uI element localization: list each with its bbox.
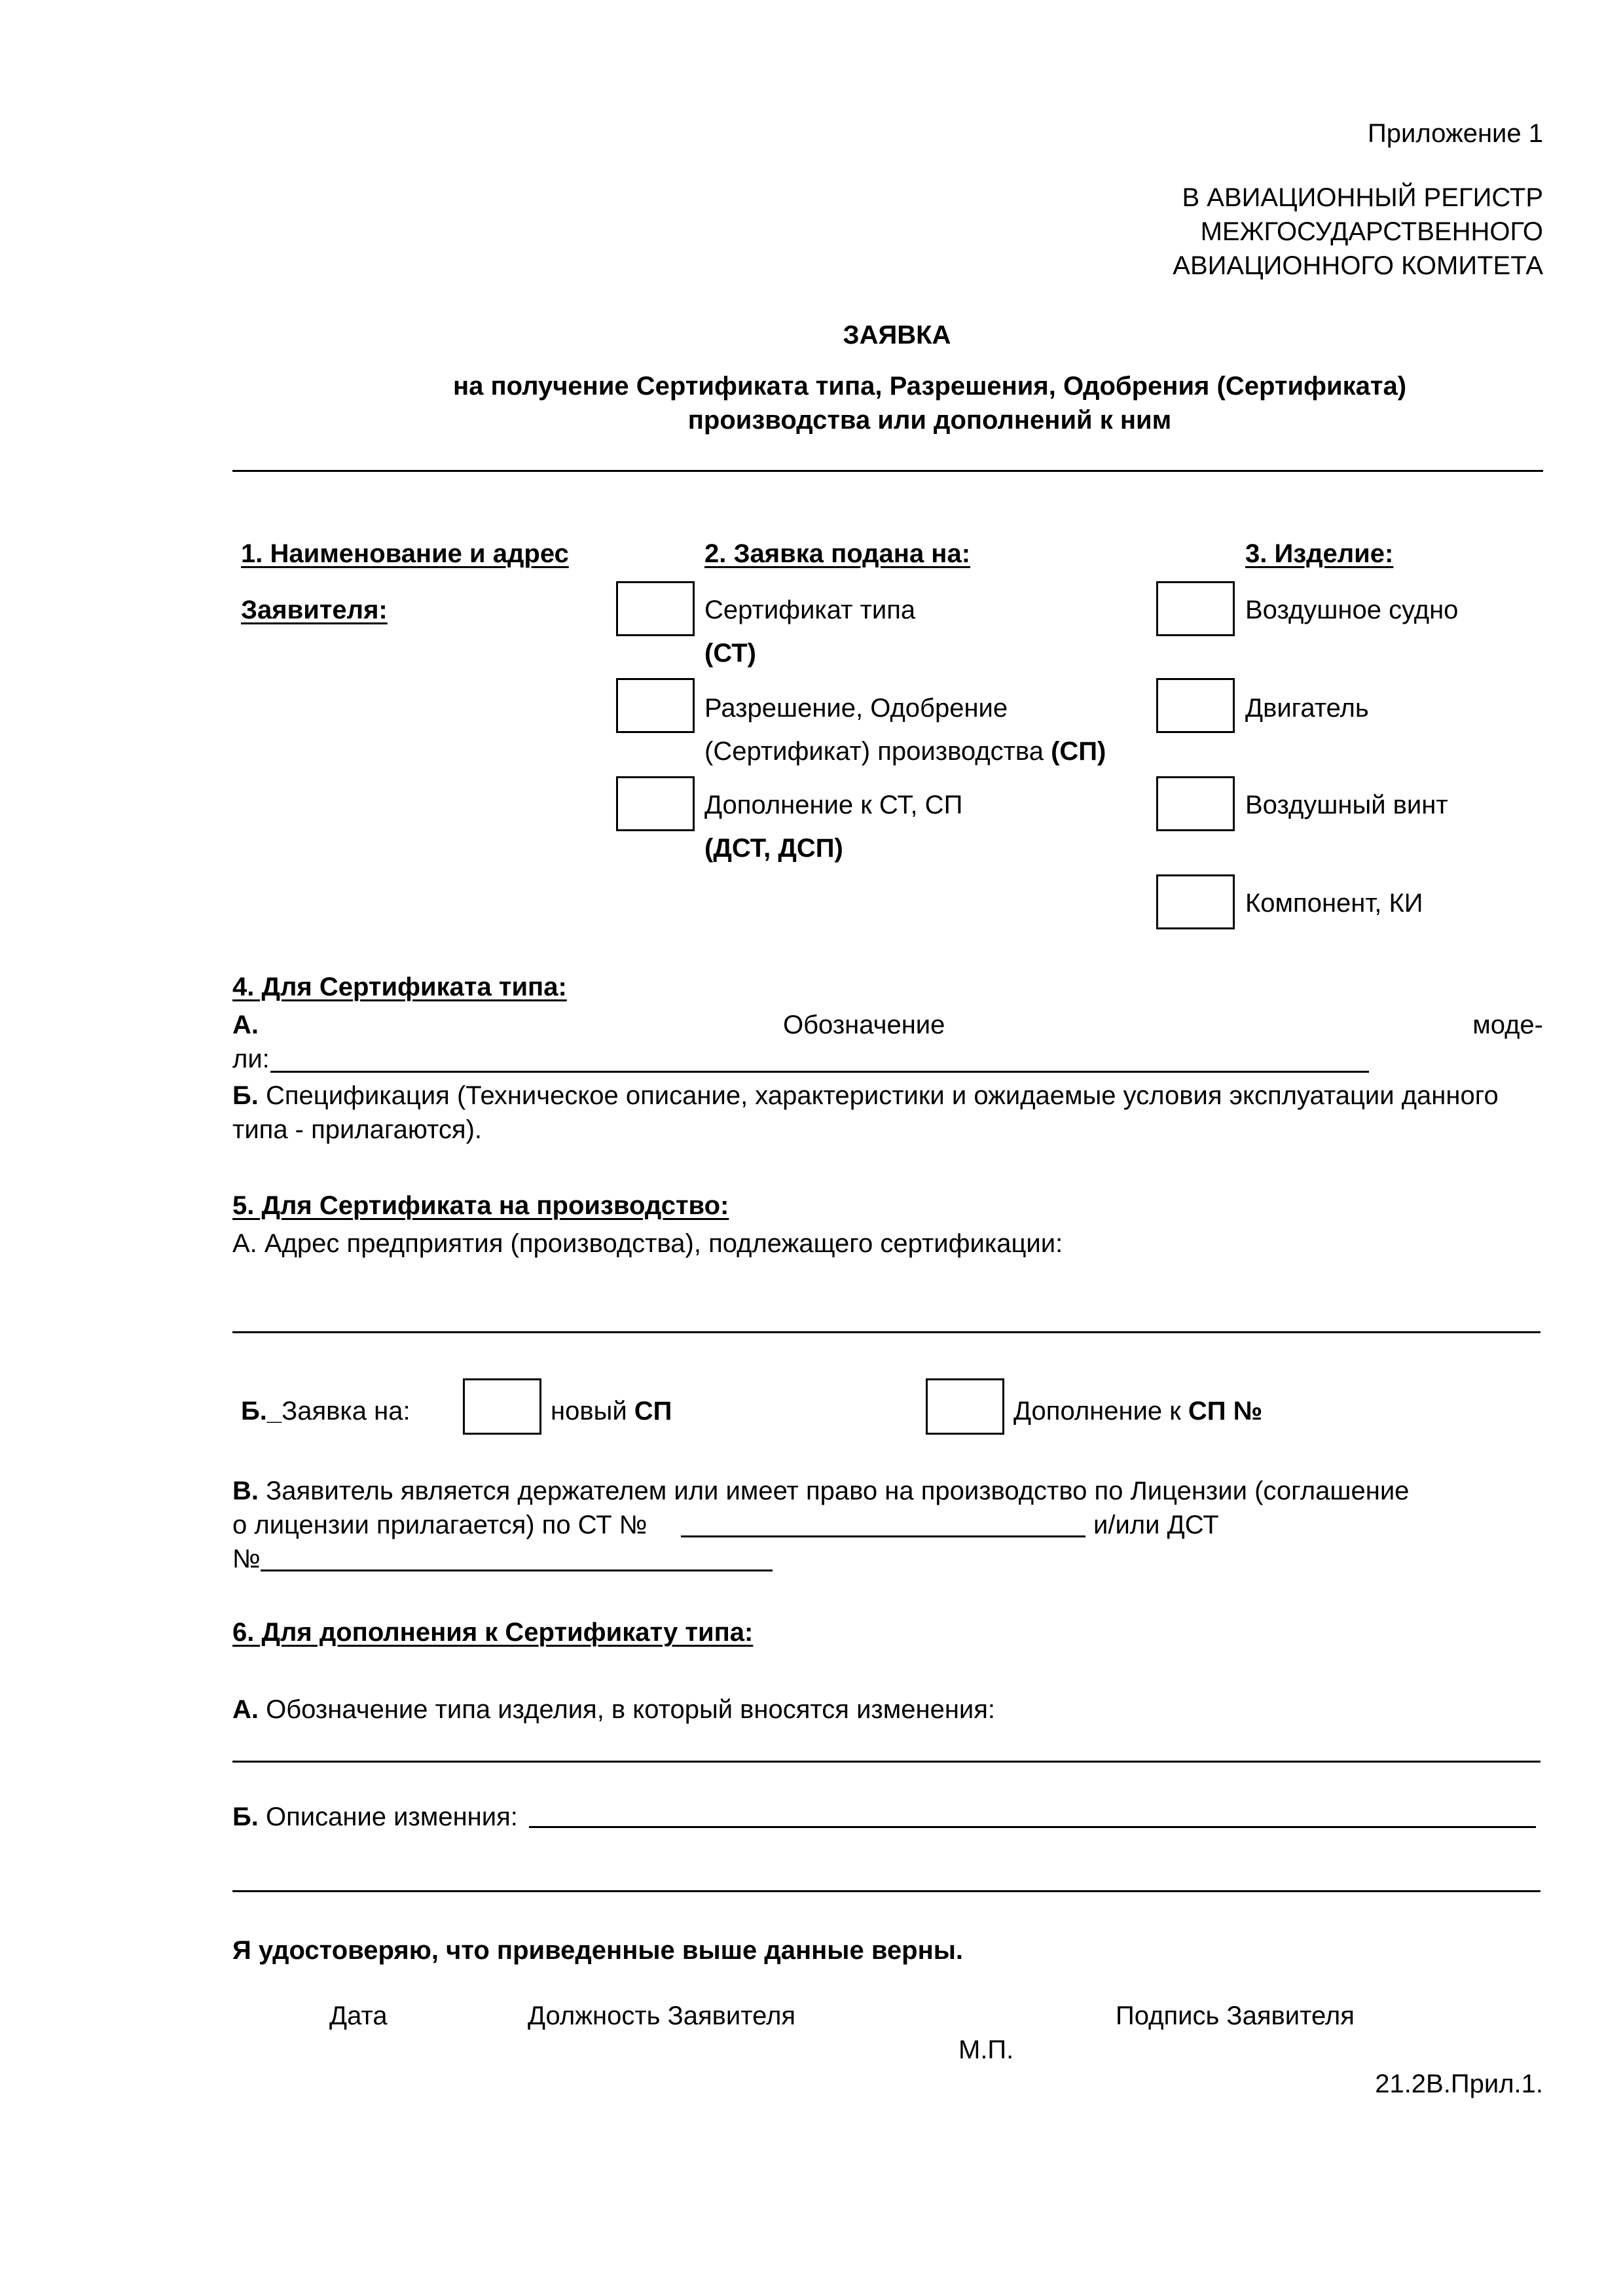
section-6-b-text: Б. Описание изменния: xyxy=(232,1803,518,1831)
section-4-a-end: моде- xyxy=(1472,1011,1543,1039)
addressee-line-3: АВИАЦИОННОГО КОМИТЕТА xyxy=(1173,251,1543,280)
section-4-heading: 4. Для Сертификата типа: xyxy=(232,973,567,1001)
section-4-a-cont: ли: xyxy=(232,1045,270,1073)
applicant-signature-label: Подпись Заявителя xyxy=(1116,2001,1355,2030)
section-5-heading: 5. Для Сертификата на производство: xyxy=(232,1191,729,1220)
certification-statement: Я удостоверяю, что приведенные выше данные верны. xyxy=(232,1936,963,1965)
addressee-line-2: МЕЖГОСУДАРСТВЕННОГО xyxy=(1200,217,1543,246)
change-description-field[interactable] xyxy=(529,1826,1536,1828)
model-designation-field[interactable] xyxy=(270,1071,1369,1073)
section-4-b-line-2: типа - прилагаются). xyxy=(232,1115,482,1144)
option-production-approval-cont: (Сертификат) производства (СП) xyxy=(704,737,1106,766)
checkbox-sp-supplement[interactable] xyxy=(926,1378,1004,1435)
option-propeller: Воздушный винт xyxy=(1245,791,1448,819)
option-engine: Двигатель xyxy=(1245,694,1369,723)
section-5-c-line-2-end: и/или ДСТ xyxy=(1093,1511,1219,1539)
option-type-certificate: Сертификат типа xyxy=(704,596,916,624)
option-supplement-abbr: (ДСТ, ДСП) xyxy=(704,834,843,863)
section-6-heading: 6. Для дополнения к Сертификату типа: xyxy=(232,1618,754,1647)
dst-number-field[interactable] xyxy=(261,1570,773,1571)
change-description-field-2[interactable] xyxy=(232,1890,1541,1892)
header-divider xyxy=(232,470,1543,472)
form-title: ЗАЯВКА xyxy=(843,321,951,350)
option-supplement: Дополнение к СТ, СП xyxy=(704,791,963,819)
option-sp-supplement: Дополнение к СП № xyxy=(1013,1397,1263,1426)
form-subtitle-line-1: на получение Сертификата типа, Разрешения, Одобрения (Сертификата) xyxy=(452,372,1407,401)
checkbox-propeller[interactable] xyxy=(1156,776,1235,831)
checkbox-component[interactable] xyxy=(1156,874,1235,929)
checkbox-production-approval[interactable] xyxy=(616,678,695,733)
section-4-b-line-1: Б. Спецификация (Техническое описание, характеристики и ожидаемые условия эксплуатации данного xyxy=(232,1081,1499,1110)
checkbox-type-certificate[interactable] xyxy=(616,581,695,636)
section-5-b-label: Б._Заявка на: xyxy=(241,1397,410,1426)
section-5-c-line-3: № xyxy=(232,1545,261,1573)
section-1-heading-cont: Заявителя: xyxy=(241,596,388,624)
option-type-certificate-abbr: (СТ) xyxy=(704,639,756,668)
checkbox-engine[interactable] xyxy=(1156,678,1235,733)
addressee-line-1: В АВИАЦИОННЫЙ РЕГИСТР xyxy=(1182,183,1543,212)
option-aircraft: Воздушное судно xyxy=(1245,596,1459,624)
stamp-label: М.П. xyxy=(958,2036,1014,2064)
option-new-sp: новый СП xyxy=(551,1397,672,1426)
section-5-c-line-2: о лицензии прилагается) по СТ № xyxy=(232,1511,647,1539)
section-4-a-word: Обозначение xyxy=(783,1011,945,1039)
applicant-position-label: Должность Заявителя xyxy=(528,2001,796,2030)
section-6-a-text: А. Обозначение типа изделия, в который вносятся изменения: xyxy=(232,1695,996,1724)
section-4-a-label: А. xyxy=(232,1011,259,1039)
checkbox-supplement[interactable] xyxy=(616,776,695,831)
section-5-c-line-1: В. Заявитель является держателем или имеет право на производство по Лицензии (соглашение xyxy=(232,1477,1410,1505)
option-production-approval: Разрешение, Одобрение xyxy=(704,694,1008,723)
product-type-field[interactable] xyxy=(232,1761,1541,1763)
section-3-heading: 3. Изделие: xyxy=(1245,539,1394,568)
checkbox-aircraft[interactable] xyxy=(1156,581,1235,636)
checkbox-new-sp[interactable] xyxy=(463,1378,541,1435)
document-code: 21.2В.Прил.1. xyxy=(1375,2070,1543,2098)
section-2-heading: 2. Заявка подана на: xyxy=(704,539,971,568)
date-label: Дата xyxy=(329,2001,388,2030)
enterprise-address-field[interactable] xyxy=(232,1331,1541,1333)
section-5-a-text: А. Адрес предприятия (производства), подлежащего сертификации: xyxy=(232,1229,1063,1258)
option-component: Компонент, КИ xyxy=(1245,889,1423,918)
form-subtitle-line-2: производства или дополнений к ним xyxy=(687,406,1172,435)
st-number-field[interactable] xyxy=(681,1535,1085,1537)
section-1-heading: 1. Наименование и адрес xyxy=(241,539,569,568)
appendix-label: Приложение 1 xyxy=(1368,119,1543,148)
